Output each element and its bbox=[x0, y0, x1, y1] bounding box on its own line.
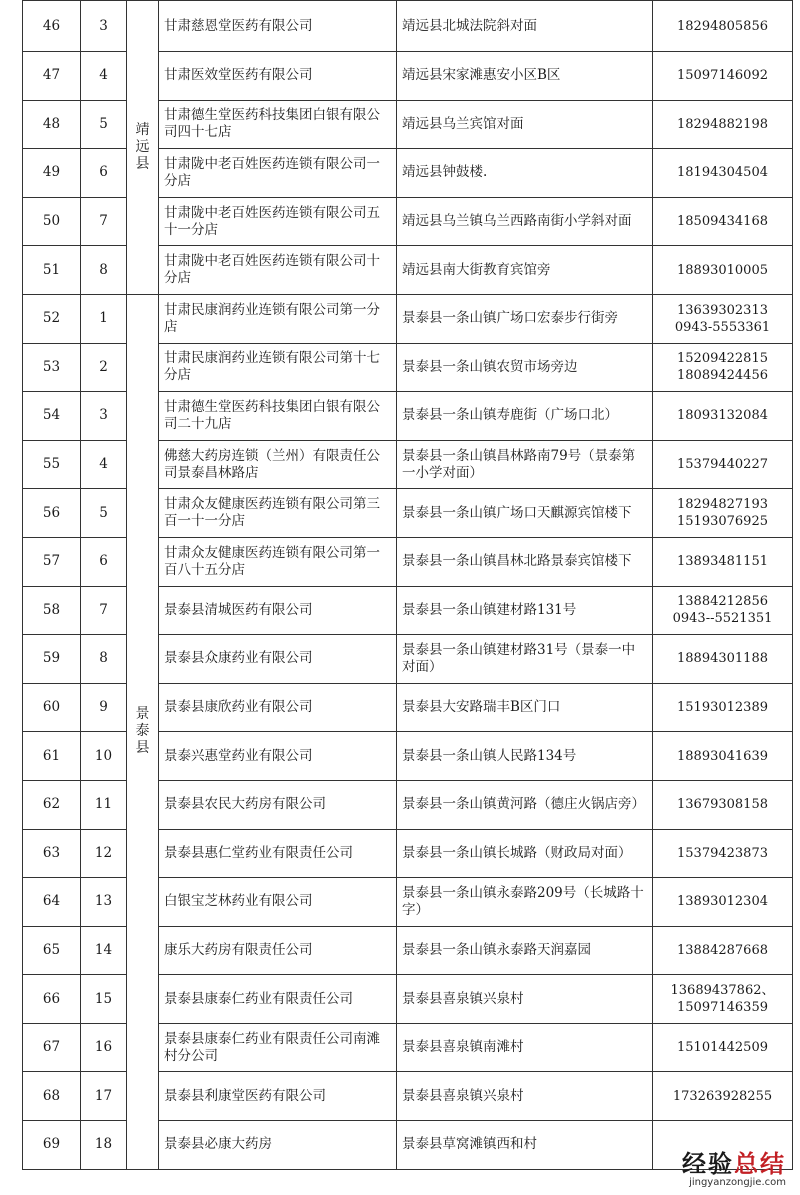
county-label: 景泰县 bbox=[135, 706, 150, 757]
county-sequence: 5 bbox=[81, 100, 127, 149]
phone-number: 15379423873 bbox=[677, 845, 768, 861]
row-number: 69 bbox=[23, 1121, 81, 1170]
pharmacy-address: 景泰县一条山镇昌林路南79号（景泰第一小学对面） bbox=[397, 440, 653, 489]
phone-number: 18294827193 bbox=[677, 497, 768, 513]
pharmacy-name: 景泰县康泰仁药业有限责任公司 bbox=[159, 975, 397, 1024]
pharmacy-name: 甘肃医效堂医药有限公司 bbox=[159, 52, 397, 101]
watermark-url: jingyanzongjie.com bbox=[689, 1177, 786, 1188]
row-number: 60 bbox=[23, 683, 81, 732]
phone-cell bbox=[653, 440, 793, 489]
pharmacy-address: 靖远县北城法院斜对面 bbox=[397, 1, 653, 52]
county-sequence: 6 bbox=[81, 149, 127, 198]
watermark-title bbox=[682, 1151, 786, 1177]
phone-number: 15097146359 bbox=[677, 1000, 768, 1016]
county-sequence: 2 bbox=[81, 343, 127, 392]
county-sequence: 6 bbox=[81, 537, 127, 586]
row-number: 58 bbox=[23, 586, 81, 635]
county-sequence: 5 bbox=[81, 489, 127, 538]
pharmacy-name: 景泰县利康堂医药有限公司 bbox=[159, 1072, 397, 1121]
pharmacy-address: 景泰县一条山镇广场口天麒源宾馆楼下 bbox=[397, 489, 653, 538]
phone-cell bbox=[653, 732, 793, 781]
phone-cell bbox=[653, 489, 793, 538]
county-sequence: 3 bbox=[81, 392, 127, 441]
county-sequence: 12 bbox=[81, 829, 127, 878]
county-sequence: 8 bbox=[81, 246, 127, 295]
phone-cell bbox=[653, 1023, 793, 1072]
row-number: 55 bbox=[23, 440, 81, 489]
pharmacy-name: 甘肃陇中老百姓医药连锁有限公司一分店 bbox=[159, 149, 397, 198]
row-number: 67 bbox=[23, 1023, 81, 1072]
pharmacy-address: 景泰县一条山镇寿鹿街（广场口北） bbox=[397, 392, 653, 441]
phone-cell bbox=[653, 878, 793, 927]
row-number: 49 bbox=[23, 149, 81, 198]
pharmacy-name: 白银宝芝林药业有限公司 bbox=[159, 878, 397, 927]
pharmacy-name: 景泰县康欣药业有限公司 bbox=[159, 683, 397, 732]
row-number: 66 bbox=[23, 975, 81, 1024]
county-sequence: 7 bbox=[81, 197, 127, 246]
phone-cell bbox=[653, 683, 793, 732]
pharmacy-name: 甘肃众友健康医药连锁有限公司第三百一十一分店 bbox=[159, 489, 397, 538]
row-number: 59 bbox=[23, 635, 81, 684]
county-sequence: 4 bbox=[81, 440, 127, 489]
county-sequence: 4 bbox=[81, 52, 127, 101]
pharmacy-name: 景泰兴惠堂药业有限公司 bbox=[159, 732, 397, 781]
phone-number: 15097146092 bbox=[677, 68, 768, 84]
pharmacy-address: 景泰县一条山镇永泰路天润嘉园 bbox=[397, 926, 653, 975]
phone-number: 15209422815 bbox=[677, 351, 768, 367]
pharmacy-name: 康乐大药房有限责任公司 bbox=[159, 926, 397, 975]
pharmacy-address: 靖远县钟鼓楼. bbox=[397, 149, 653, 198]
phone-cell bbox=[653, 780, 793, 829]
phone-cell bbox=[653, 975, 793, 1024]
row-number: 48 bbox=[23, 100, 81, 149]
phone-number: 15379440227 bbox=[677, 457, 768, 473]
phone-number: 15101442509 bbox=[677, 1040, 768, 1056]
county-sequence: 17 bbox=[81, 1072, 127, 1121]
pharmacy-name: 景泰县清城医药有限公司 bbox=[159, 586, 397, 635]
phone-number: 18294882198 bbox=[677, 116, 768, 132]
pharmacy-name: 甘肃慈恩堂医药有限公司 bbox=[159, 1, 397, 52]
pharmacy-name: 景泰县众康药业有限公司 bbox=[159, 635, 397, 684]
county-sequence: 10 bbox=[81, 732, 127, 781]
phone-number: 13884287668 bbox=[677, 942, 768, 958]
phone-number: 13689437862、 bbox=[670, 983, 775, 999]
phone-number: 0943-5553361 bbox=[674, 319, 771, 335]
pharmacy-name: 景泰县惠仁堂药业有限责任公司 bbox=[159, 829, 397, 878]
phone-cell bbox=[653, 926, 793, 975]
row-number: 52 bbox=[23, 294, 81, 343]
pharmacy-address: 景泰县一条山镇广场口宏泰步行街旁 bbox=[397, 294, 653, 343]
county-sequence: 14 bbox=[81, 926, 127, 975]
county-label: 靖远县 bbox=[135, 121, 150, 172]
row-number: 47 bbox=[23, 52, 81, 101]
row-number: 50 bbox=[23, 197, 81, 246]
pharmacy-address: 景泰县喜泉镇兴泉村 bbox=[397, 1072, 653, 1121]
phone-cell bbox=[653, 1072, 793, 1121]
pharmacy-address: 景泰县一条山镇农贸市场旁边 bbox=[397, 343, 653, 392]
row-number: 63 bbox=[23, 829, 81, 878]
phone-number: 15193012389 bbox=[677, 700, 768, 716]
pharmacy-address: 景泰县一条山镇人民路134号 bbox=[397, 732, 653, 781]
row-number: 46 bbox=[23, 1, 81, 52]
pharmacy-address: 靖远县宋家滩惠安小区B区 bbox=[397, 52, 653, 101]
phone-cell bbox=[653, 586, 793, 635]
pharmacy-address: 景泰县大安路瑞丰B区门口 bbox=[397, 683, 653, 732]
row-number: 57 bbox=[23, 537, 81, 586]
phone-number: 18089424456 bbox=[677, 368, 768, 384]
pharmacy-address: 景泰县喜泉镇南滩村 bbox=[397, 1023, 653, 1072]
county-sequence: 15 bbox=[81, 975, 127, 1024]
pharmacy-name: 景泰县农民大药房有限公司 bbox=[159, 780, 397, 829]
county-sequence: 8 bbox=[81, 635, 127, 684]
row-number: 68 bbox=[23, 1072, 81, 1121]
phone-number: 18893010005 bbox=[677, 262, 768, 278]
phone-cell bbox=[653, 392, 793, 441]
phone-cell bbox=[653, 343, 793, 392]
pharmacy-address: 景泰县一条山镇建材路31号（景泰一中对面） bbox=[397, 635, 653, 684]
phone-cell bbox=[653, 635, 793, 684]
pharmacy-address: 靖远县乌兰镇乌兰西路南街小学斜对面 bbox=[397, 197, 653, 246]
county-cell bbox=[127, 294, 159, 1169]
phone-number: 13884212856 bbox=[677, 594, 768, 610]
pharmacy-name: 甘肃德生堂医药科技集团白银有限公司二十九店 bbox=[159, 392, 397, 441]
row-number: 61 bbox=[23, 732, 81, 781]
phone-number: 0943--5521351 bbox=[672, 611, 773, 627]
row-number: 53 bbox=[23, 343, 81, 392]
pharmacy-name: 景泰县康泰仁药业有限责任公司南滩村分公司 bbox=[159, 1023, 397, 1072]
phone-number: 18194304504 bbox=[677, 165, 768, 181]
pharmacy-name: 景泰县必康大药房 bbox=[159, 1121, 397, 1170]
phone-number: 18093132084 bbox=[677, 408, 768, 424]
table-row bbox=[23, 1, 793, 52]
pharmacy-address: 景泰县一条山镇黄河路（德庄火锅店旁） bbox=[397, 780, 653, 829]
pharmacy-address: 景泰县一条山镇永泰路209号（长城路十字） bbox=[397, 878, 653, 927]
county-cell bbox=[127, 1, 159, 295]
phone-cell bbox=[653, 197, 793, 246]
pharmacy-address: 景泰县喜泉镇兴泉村 bbox=[397, 975, 653, 1024]
phone-cell bbox=[653, 246, 793, 295]
pharmacy-name: 甘肃陇中老百姓医药连锁有限公司五十一分店 bbox=[159, 197, 397, 246]
pharmacy-name: 甘肃民康润药业连锁有限公司第一分店 bbox=[159, 294, 397, 343]
pharmacy-address: 景泰县一条山镇长城路（财政局对面） bbox=[397, 829, 653, 878]
phone-cell bbox=[653, 1, 793, 52]
phone-number: 173263928255 bbox=[672, 1088, 773, 1104]
pharmacy-address: 靖远县乌兰宾馆对面 bbox=[397, 100, 653, 149]
row-number: 65 bbox=[23, 926, 81, 975]
pharmacy-table bbox=[22, 0, 793, 1170]
pharmacy-name: 甘肃德生堂医药科技集团白银有限公司四十七店 bbox=[159, 100, 397, 149]
county-sequence: 16 bbox=[81, 1023, 127, 1072]
phone-cell bbox=[653, 829, 793, 878]
phone-number: 18509434168 bbox=[677, 214, 768, 230]
county-sequence: 3 bbox=[81, 1, 127, 52]
phone-number: 13639302313 bbox=[677, 302, 768, 318]
phone-number: 13893481151 bbox=[677, 554, 768, 570]
pharmacy-address: 景泰县一条山镇昌林北路景泰宾馆楼下 bbox=[397, 537, 653, 586]
phone-number: 13679308158 bbox=[677, 797, 768, 813]
county-sequence: 7 bbox=[81, 586, 127, 635]
watermark-title-part2: 总结 bbox=[734, 1150, 786, 1178]
row-number: 64 bbox=[23, 878, 81, 927]
row-number: 51 bbox=[23, 246, 81, 295]
row-number: 54 bbox=[23, 392, 81, 441]
phone-number: 18893041639 bbox=[677, 748, 768, 764]
row-number: 56 bbox=[23, 489, 81, 538]
row-number: 62 bbox=[23, 780, 81, 829]
table-row bbox=[23, 294, 793, 343]
phone-cell bbox=[653, 100, 793, 149]
pharmacy-address: 景泰县草窝滩镇西和村 bbox=[397, 1121, 653, 1170]
phone-number: 18294805856 bbox=[677, 18, 768, 34]
pharmacy-name: 甘肃众友健康医药连锁有限公司第一百八十五分店 bbox=[159, 537, 397, 586]
phone-cell bbox=[653, 537, 793, 586]
pharmacy-name: 甘肃民康润药业连锁有限公司第十七分店 bbox=[159, 343, 397, 392]
watermark-title-part1: 经验 bbox=[682, 1150, 734, 1178]
pharmacy-name: 佛慈大药房连锁（兰州）有限责任公司景泰昌林路店 bbox=[159, 440, 397, 489]
watermark-logo bbox=[682, 1151, 786, 1189]
county-sequence: 13 bbox=[81, 878, 127, 927]
phone-number: 18894301188 bbox=[677, 651, 768, 667]
phone-number: 13893012304 bbox=[677, 894, 768, 910]
pharmacy-address: 景泰县一条山镇建材路131号 bbox=[397, 586, 653, 635]
pharmacy-name: 甘肃陇中老百姓医药连锁有限公司十分店 bbox=[159, 246, 397, 295]
county-sequence: 9 bbox=[81, 683, 127, 732]
phone-cell bbox=[653, 294, 793, 343]
phone-number: 15193076925 bbox=[677, 514, 768, 530]
county-sequence: 1 bbox=[81, 294, 127, 343]
phone-cell bbox=[653, 52, 793, 101]
phone-cell bbox=[653, 149, 793, 198]
county-sequence: 18 bbox=[81, 1121, 127, 1170]
county-sequence: 11 bbox=[81, 780, 127, 829]
pharmacy-address: 靖远县南大街教育宾馆旁 bbox=[397, 246, 653, 295]
